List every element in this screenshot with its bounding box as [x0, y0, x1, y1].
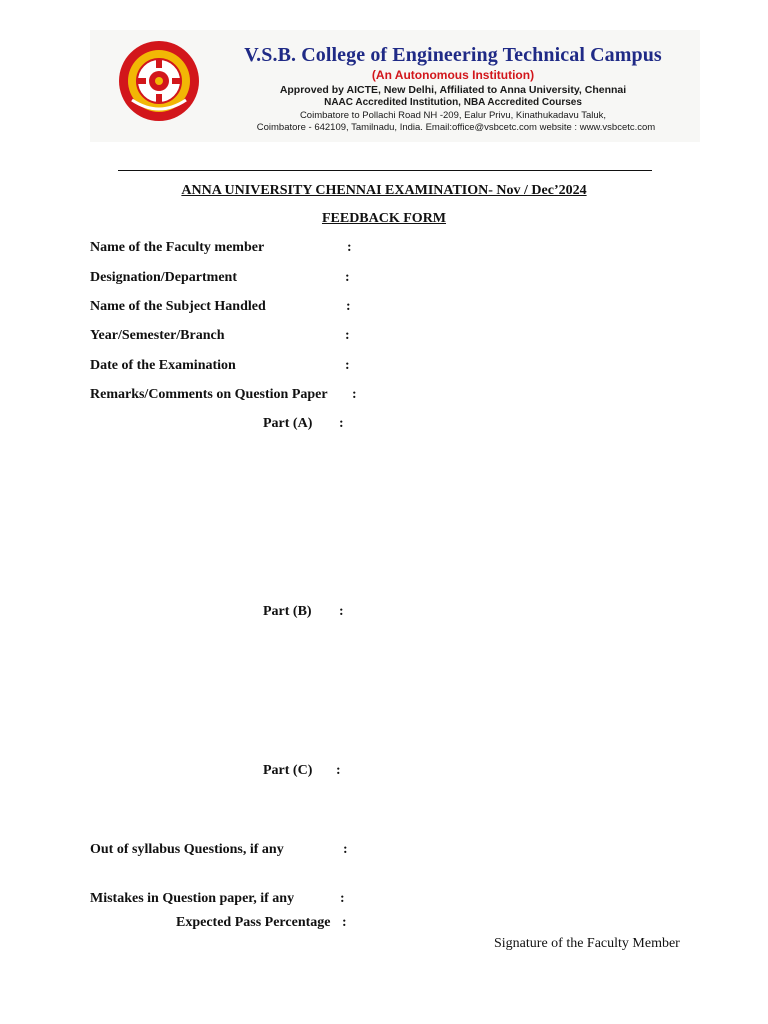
separator-part-c: : [336, 763, 341, 778]
header-divider [118, 170, 652, 171]
label-remarks: Remarks/Comments on Question Paper [90, 387, 328, 402]
separator-part-a: : [339, 416, 344, 431]
label-part-a: Part (A) [263, 416, 313, 431]
accreditation-line: NAAC Accredited Institution, NBA Accredited Courses [324, 97, 582, 108]
label-part-b: Part (B) [263, 604, 312, 619]
college-logo-emblem [118, 40, 200, 122]
label-year-sem-branch: Year/Semester/Branch [90, 328, 225, 343]
label-designation: Designation/Department [90, 270, 237, 285]
label-out-of-syllabus: Out of syllabus Questions, if any [90, 842, 284, 857]
label-pass-percentage: Expected Pass Percentage [176, 915, 331, 930]
separator-subject: : [346, 299, 351, 314]
label-subject: Name of the Subject Handled [90, 299, 266, 314]
form-title: FEEDBACK FORM [321, 211, 447, 226]
address-line-2: Coimbatore - 642109, Tamilnadu, India. Email:office@vsbcetc.com website : www.vsbcetc.com [256, 122, 656, 133]
separator-remarks: : [352, 387, 357, 402]
label-mistakes: Mistakes in Question paper, if any [90, 891, 295, 906]
letterhead [90, 30, 700, 142]
label-faculty-name: Name of the Faculty member [90, 240, 265, 255]
signature-line: Signature of the Faculty Member [494, 936, 680, 951]
separator-faculty-name: : [347, 240, 352, 255]
label-part-c: Part (C) [263, 763, 313, 778]
label-exam-date: Date of the Examination [90, 358, 236, 373]
separator-out-of-syllabus: : [343, 842, 348, 857]
separator-pass-percentage: : [342, 915, 347, 930]
approval-line: Approved by AICTE, New Delhi, Affiliated to Anna University, Chennai [279, 84, 627, 96]
separator-year-sem-branch: : [345, 328, 350, 343]
separator-mistakes: : [340, 891, 345, 906]
separator-exam-date: : [345, 358, 350, 373]
separator-part-b: : [339, 604, 344, 619]
autonomous-tagline: (An Autonomous Institution) [371, 68, 535, 82]
exam-title: ANNA UNIVERSITY CHENNAI EXAMINATION- Nov / Dec’2024 [181, 183, 587, 198]
college-name: V.S.B. College of Engineering Technical Campus [244, 44, 662, 66]
separator-designation: : [345, 270, 350, 285]
address-line-1: Coimbatore to Pollachi Road NH -209, Ealur Privu, Kinathukadavu Taluk, [299, 110, 607, 121]
